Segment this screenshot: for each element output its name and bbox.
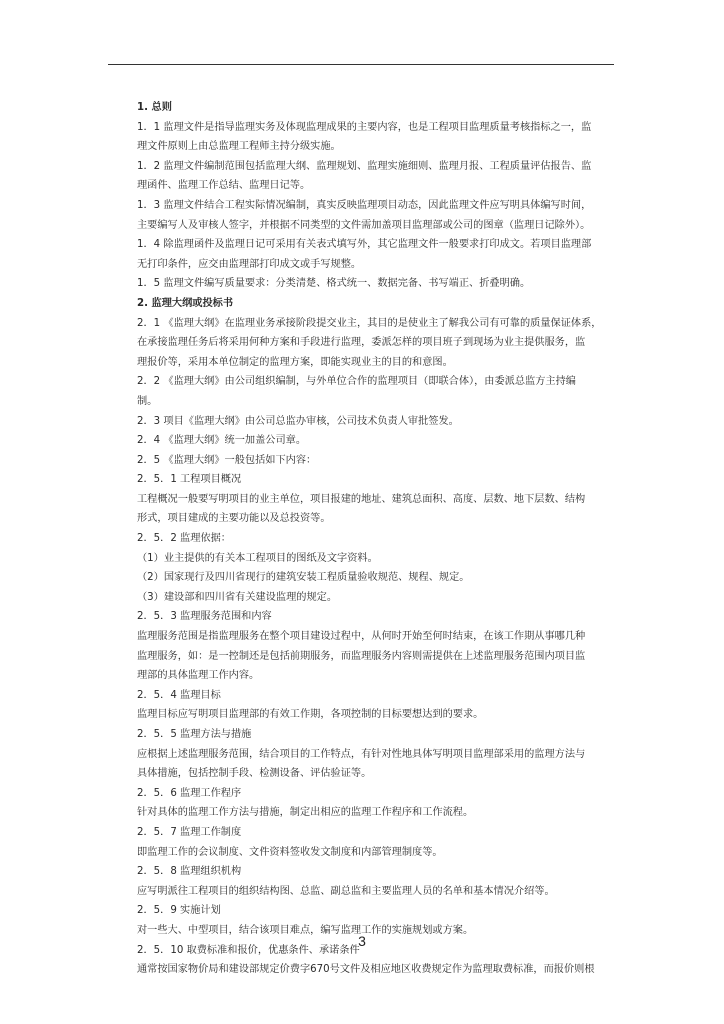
text-line: 针对具体的监理工作方法与措施，制定出相应的监理工作程序和工作流程。 xyxy=(137,807,474,819)
text-line: 应根据上述监理服务范围，结合项目的工作特点，有针对性地具体写明项目监理部采用的监理方法与 xyxy=(137,748,586,760)
text-line: （3）建设部和四川省有关建设监理的规定。 xyxy=(137,591,338,603)
text-line: 2．5．2 监理依据： xyxy=(137,533,231,545)
text-line: 监理服务，如：是一控制还是包括前期服务，而监理服务内容则需提供在上述监理服务范围内项目监 xyxy=(137,650,586,662)
text-line: 1．4 除监理函件及监理日记可采用有关表式填写外，其它监理文件一般要求打印成文。若项目监理部 xyxy=(137,239,592,251)
text-line: 形式，项目建成的主要功能以及总投资等。 xyxy=(137,513,331,525)
text-line: 理报价等，采用本单位制定的监理方案，即能实现业主的目的和意图。 xyxy=(137,356,453,368)
text-line: 2．5 《监理大纲》一般包括如下内容： xyxy=(137,454,317,466)
text-line: 应写明派往工程项目的组织结构图、总监、副总监和主要监理人员的名单和基本情况介绍等。 xyxy=(137,885,555,897)
text-line: 2．5．9 实施计划 xyxy=(137,905,221,917)
text-line: 主要编写人及审核人签字，并根据不同类型的文件需加盖项目监理部或公司的图章（监理日记除外）。 xyxy=(137,219,591,231)
text-line: 2．5．6 监理工作程序 xyxy=(137,787,242,799)
text-line: 工程概况一般要写明项目的业主单位，项目报建的地址、建筑总面积、高度、层数、地下层数、结构 xyxy=(137,493,586,505)
document-body xyxy=(137,98,629,980)
text-line: 2．5．8 监理组织机构 xyxy=(137,866,242,878)
text-line: 2．1 《监理大纲》在监理业务承接阶段提交业主，其目的是使业主了解我公司有可靠的质量保证体系， xyxy=(137,317,602,329)
text-line: 具体措施，包括控制手段、检测设备、评估验证等。 xyxy=(137,768,372,780)
text-line: 无打印条件，应交由监理部打印成文或手写规整。 xyxy=(137,258,362,270)
text-line: （1）业主提供的有关本工程项目的图纸及文字资料。 xyxy=(137,552,378,564)
text-line: 1．2 监理文件编制范围包括监理大纲、监理规划、监理实施细则、监理月报、工程质量评估报告、监 xyxy=(137,160,592,172)
text-line: 2．4 《监理大纲》统一加盖公司章。 xyxy=(137,435,307,447)
text-line: 在承接监理任务后将采用何种方案和手段进行监理，委派怎样的项目班子到现场为业主提供服务，监 xyxy=(137,337,586,349)
text-line: 即监理工作的会议制度、文件资料签收发文制度和内部管理制度等。 xyxy=(137,846,443,858)
text-line: 2．5．1 工程项目概况 xyxy=(137,474,242,486)
text-line: 理文件原则上由总监理工程师主持分级实施。 xyxy=(137,141,341,153)
text-line: 对一些大、中型项目，结合该项目难点，编写监理工作的实施规划或方案。 xyxy=(137,924,474,936)
text-line: 1．3 监理文件结合工程实际情况编制，真实反映监理项目动态，因此监理文件应写明具体编写时间， xyxy=(137,199,592,211)
text-line: 理部的具体监理工作内容。 xyxy=(137,670,260,682)
section-heading: 2. 监理大纲或投标书 xyxy=(137,297,234,309)
text-line: 通常按国家物价局和建设部规定价费字670号文件及相应地区收费规定作为监理取费标准，而报价则根 xyxy=(137,964,595,976)
text-line: 2．5．5 监理方法与措施 xyxy=(137,729,252,740)
header-rule xyxy=(108,64,614,65)
text-line: 2．5．7 监理工作制度 xyxy=(137,826,242,838)
text-line: 理函件、监理工作总结、监理日记等。 xyxy=(137,180,311,192)
text-line: 制。 xyxy=(137,395,158,407)
text-line: 2．5．4 监理目标 xyxy=(137,689,221,701)
text-line: 监理目标应写明项目监理部的有效工作期，各项控制的目标要想达到的要求。 xyxy=(137,709,484,721)
text-line: 2．2 《监理大纲》由公司组织编制，与外单位合作的监理项目（即联合体），由委派总监方主持编 xyxy=(137,376,576,388)
text-line: 监理服务范围是指监理服务在整个项目建设过程中，从何时开始至何时结束，在该工作期从事哪几种 xyxy=(137,631,586,643)
section-heading: 1. 总则 xyxy=(137,102,172,113)
text-line: （2）国家现行及四川省现行的建筑安装工程质量验收规范、规程、规定。 xyxy=(137,572,470,584)
text-line: 2．5．10 取费标准和报价，优惠条件、承诺条件 xyxy=(137,944,360,956)
text-line: 1．5 监理文件编写质量要求：分类清楚、格式统一、数据完备、书写端正、折叠明确。 xyxy=(137,278,531,290)
text-line: 1．1 监理文件是指导监理实务及体现监理成果的主要内容，也是工程项目监理质量考核指标之一，监 xyxy=(137,121,592,133)
text-line: 2．5．3 监理服务范围和内容 xyxy=(137,611,272,623)
page-number: 3 xyxy=(358,933,366,949)
text-line: 2．3 项目《监理大纲》由公司总监办审核，公司技术负责人审批签发。 xyxy=(137,415,459,427)
